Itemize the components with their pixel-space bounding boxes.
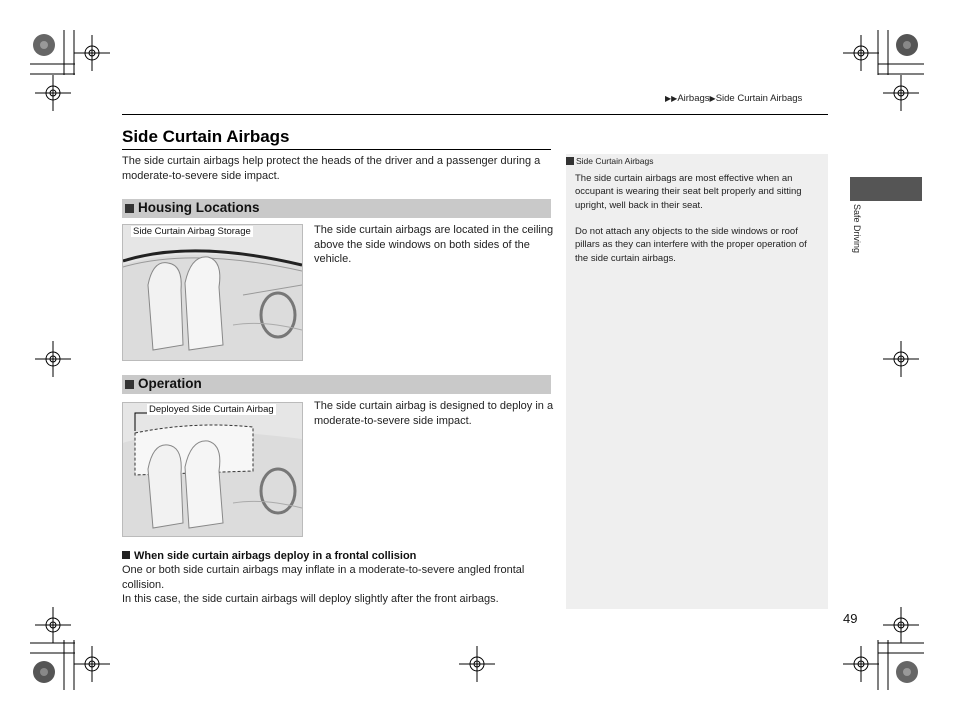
sidebar-note [566, 154, 828, 609]
breadcrumb-item-side-curtain-airbags[interactable]: Side Curtain Airbags [715, 93, 803, 104]
header-rule [122, 114, 828, 115]
housing-locations-text: The side curtain airbags are located in the ceiling above the side windows on both sides of the vehicle. [314, 224, 554, 265]
car-interior-illustration [123, 225, 302, 360]
figure-label-deployed-airbag: Deployed Side Curtain Airbag [149, 404, 274, 415]
operation-text: The side curtain airbag is designed to deploy in a moderate-to-severe side impact. [314, 400, 554, 427]
breadcrumb-item-airbags[interactable]: Airbags [677, 93, 710, 104]
page-number: 49 [843, 611, 858, 626]
figure-label-airbag-storage: Side Curtain Airbag Storage [133, 226, 251, 237]
subsection-heading [122, 550, 416, 562]
subsection-heading-text: When side curtain airbags deploy in a frontal collision [134, 550, 417, 562]
breadcrumb-separator-icon: ▶ [709, 94, 716, 103]
sidebar-paragraph-1: The side curtain airbags are most effective when an occupant is wearing their seat belt properly and sitting upright, well back in their seat. [575, 173, 802, 211]
title-rule [122, 149, 551, 150]
car-interior-deployed-illustration [123, 403, 302, 536]
subsection-paragraph-2: In this case, the side curtain airbags will deploy slightly after the front airbags. [122, 593, 499, 605]
sidebar-paragraph-2: Do not attach any objects to the side windows or roof pillars as they can interfere with the proper operation of the side curtain airbags. [575, 226, 807, 264]
section-square-icon [125, 380, 134, 389]
section-bar-housing-locations [122, 199, 551, 218]
section-square-icon [125, 204, 134, 213]
sidebar-title-text: Side Curtain Airbags [576, 156, 654, 166]
note-marker-icon [566, 157, 574, 165]
section-bar-operation [122, 375, 551, 394]
section-heading-operation: Operation [138, 376, 202, 391]
page-title: Side Curtain Airbags [122, 127, 290, 146]
figure-deployed-airbag [122, 402, 303, 537]
chapter-tab[interactable] [850, 177, 922, 201]
intro-paragraph: The side curtain airbags help protect the heads of the driver and a passenger during a moderate-to-severe side impact. [122, 155, 541, 182]
section-heading-housing-locations: Housing Locations [138, 200, 260, 215]
figure-airbag-storage [122, 224, 303, 361]
chapter-tab-label-text: Safe Driving [852, 204, 862, 254]
chapter-tab-label [848, 204, 862, 274]
breadcrumb-arrows-icon: ▶▶ [665, 94, 678, 103]
breadcrumb [665, 93, 802, 104]
sidebar-title [566, 156, 654, 166]
subsection-paragraph-1: One or both side curtain airbags may inflate in a moderate-to-severe angled frontal collision. [122, 564, 525, 591]
subsection-square-icon [122, 551, 130, 559]
